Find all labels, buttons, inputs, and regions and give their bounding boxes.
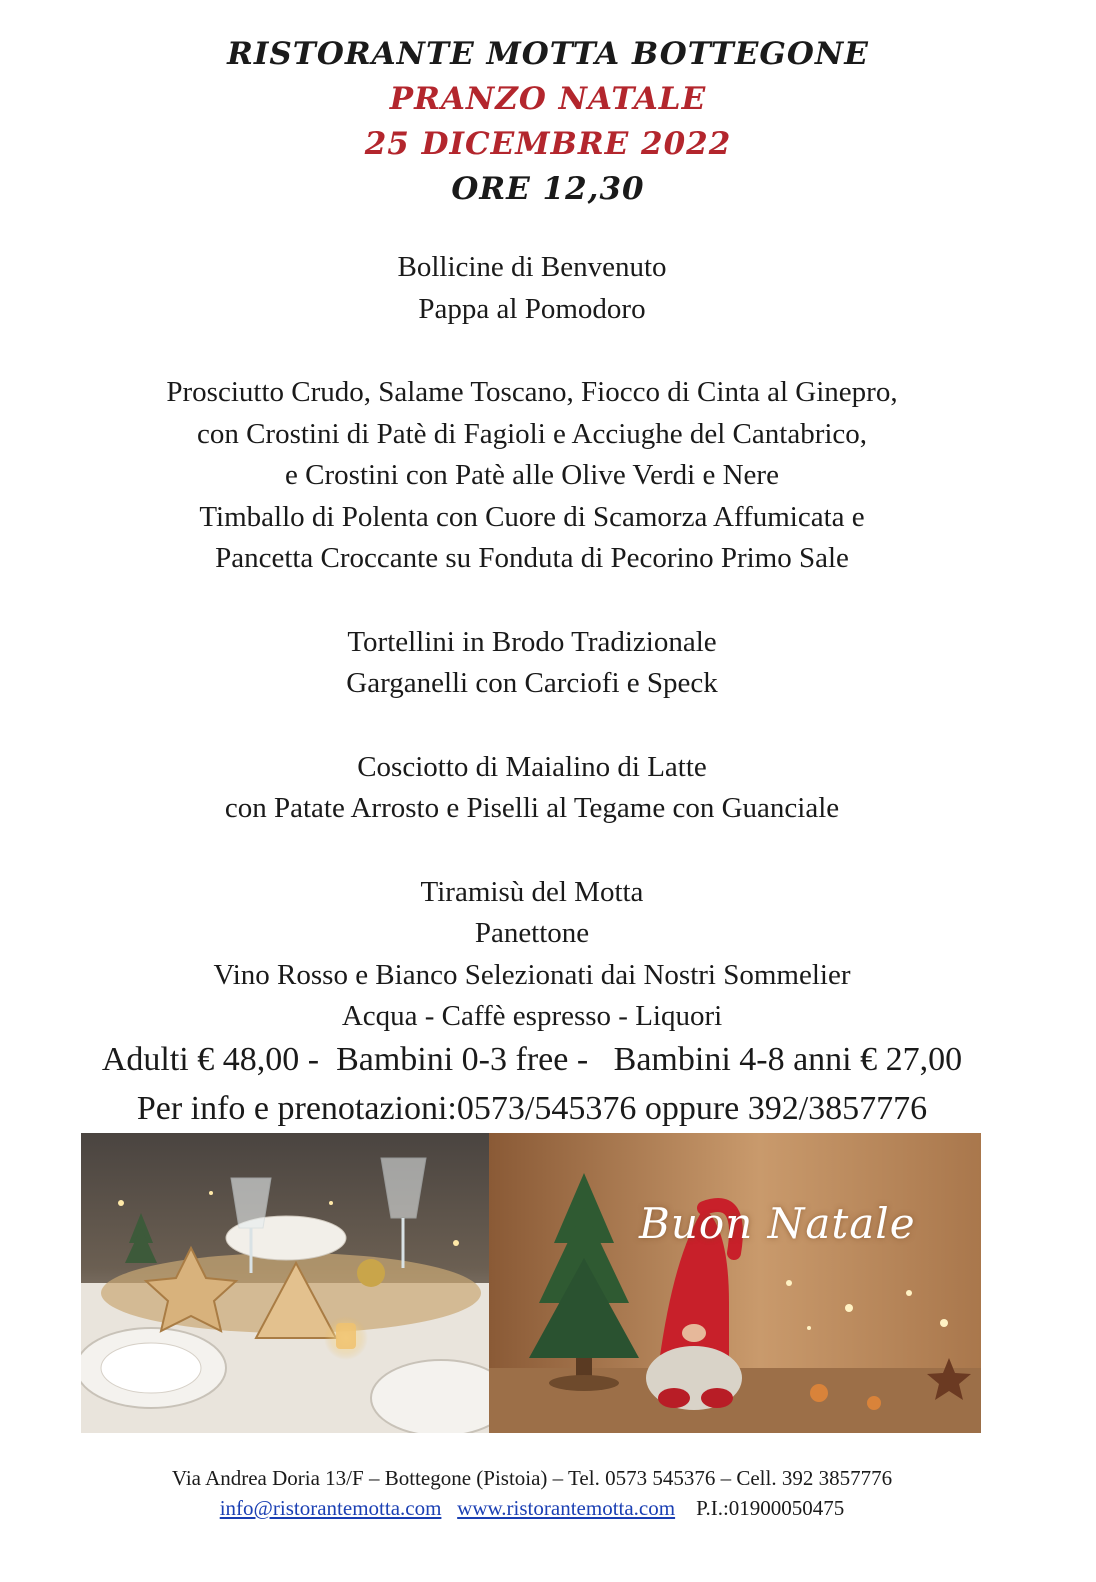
menu-item: Acqua - Caffè espresso - Liquori	[341, 1000, 723, 1032]
menu-list	[0, 247, 1064, 1038]
menu-item: e Crostini con Patè alle Olive Verdi e Nere	[285, 459, 779, 491]
menu-item: Garganelli con Carciofi e Speck	[346, 667, 718, 699]
menu-item: Tortellini in Brodo Tradizionale	[347, 625, 717, 658]
menu-item: Pancetta Croccante su Fonduta di Pecorino Primo Sale	[215, 542, 849, 574]
menu-item: Prosciutto Crudo, Salame Toscano, Fiocco di Cinta al Ginepro,	[166, 376, 898, 408]
course-secondi	[0, 747, 1064, 830]
menu-item: Tiramisù del Motta	[420, 875, 644, 908]
course-antipasti	[0, 372, 1064, 580]
email-link[interactable]: info@ristorantemotta.com	[219, 1496, 442, 1520]
menu-header	[0, 32, 1096, 212]
table-setting-photo	[81, 1133, 489, 1433]
photo-strip	[81, 1133, 981, 1433]
buon-natale-text: Buon Natale	[639, 1199, 916, 1248]
menu-item: Panettone	[474, 917, 590, 949]
menu-item: Timballo di Polenta con Cuore di Scamorza Affumicata e	[199, 500, 865, 533]
menu-item: con Patate Arrosto e Piselli al Tegame con Guanciale	[224, 792, 840, 824]
website-link[interactable]: www.ristorantemotta.com	[457, 1496, 676, 1520]
menu-item: Pappa al Pomodoro	[418, 292, 646, 325]
vat-number: P.I.:01900050475	[696, 1496, 845, 1520]
event-time: ORE 12,30	[451, 171, 645, 207]
booking-contact: Per info e prenotazioni:0573/545376 oppure 392/3857776	[136, 1090, 928, 1127]
menu-item: con Crostini di Patè di Fagioli e Acciughe del Cantabrico,	[196, 417, 868, 450]
footer	[0, 1463, 1064, 1523]
footer-address: Via Andrea Doria 13/F – Bottegone (Pistoia) – Tel. 0573 545376 – Cell. 392 3857776	[171, 1466, 893, 1490]
restaurant-name: RISTORANTE MOTTA BOTTEGONE	[227, 36, 869, 72]
price-line: Adulti € 48,00 - Bambini 0-3 free - Bambini 4-8 anni € 27,00	[101, 1041, 963, 1078]
course-primi	[0, 622, 1064, 705]
buon-natale-photo	[489, 1133, 981, 1433]
event-date: 25 DICEMBRE 2022	[364, 126, 732, 162]
menu-item: Cosciotto di Maialino di Latte	[357, 750, 707, 783]
footer-links	[0, 1493, 1064, 1523]
course-welcome	[0, 247, 1064, 330]
menu-item: Bollicine di Benvenuto	[397, 251, 667, 283]
course-dolci	[0, 872, 1064, 1038]
menu-item: Vino Rosso e Bianco Selezionati dai Nostri Sommelier	[213, 958, 851, 991]
event-title: PRANZO NATALE	[389, 81, 707, 117]
